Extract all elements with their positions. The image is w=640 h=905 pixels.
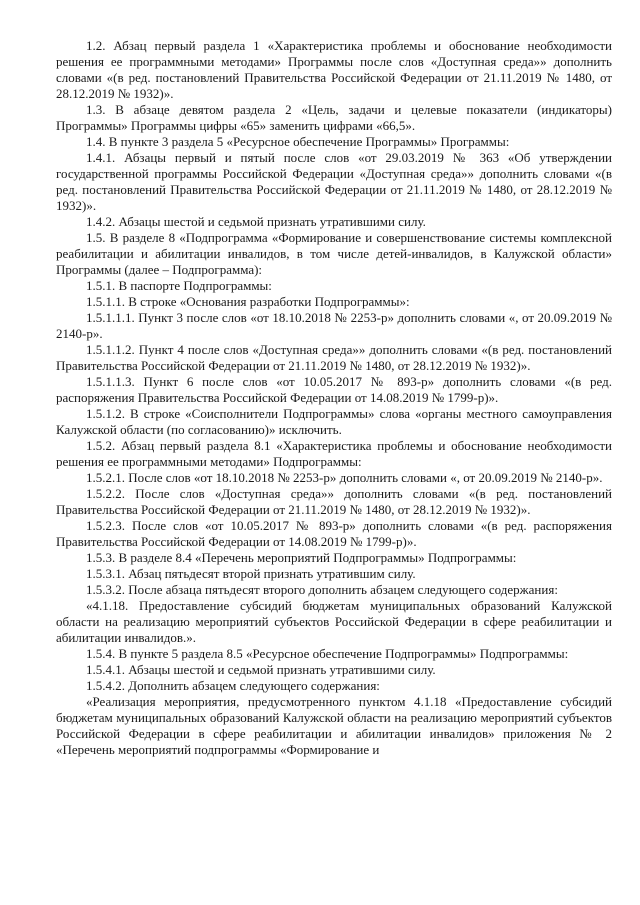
quoted-paragraph-4-1-18: «4.1.18. Предоставление субсидий бюджетам муниципальных образований Калужской области на реализацию мероприятий субъектов Российской Федерации в сфере реабилитации и абилитации инвалидов.». xyxy=(56,598,612,645)
paragraph-1-5-4-2: 1.5.4.2. Дополнить абзацем следующего содержания: xyxy=(86,678,380,693)
paragraph-1-4: 1.4. В пункте 3 раздела 5 «Ресурсное обеспечение Программы» Программы: xyxy=(86,134,510,149)
paragraph-1-4-2: 1.4.2. Абзацы шестой и седьмой признать утратившими силу. xyxy=(86,214,426,229)
paragraph-1-5-3-2: 1.5.3.2. После абзаца пятьдесят второго дополнить абзацем следующего содержания: xyxy=(86,582,558,597)
paragraph-1-5-4: 1.5.4. В пункте 5 раздела 8.5 «Ресурсное обеспечение Подпрограммы» Подпрограммы: xyxy=(86,646,569,661)
paragraph-1-5-1-1-2: 1.5.1.1.2. Пункт 4 после слов «Доступная среда»» дополнить словами «(в ред. постановлений Правительства Российской Федерации от 21.11.2019 № 1480, от 28.12.2019 № 1932)». xyxy=(56,342,612,373)
paragraph-1-5-3: 1.5.3. В разделе 8.4 «Перечень мероприятий Подпрограммы» Подпрограммы: xyxy=(86,550,517,565)
paragraph-1-5-2-3: 1.5.2.3. После слов «от 10.05.2017 № 893-р» дополнить словами «(в ред. распоряжения Правительства Российской Федерации от 14.08.2019 № 1799-р)». xyxy=(56,518,612,549)
quoted-paragraph-realization: «Реализация мероприятия, предусмотренного пунктом 4.1.18 «Предоставление субсидий бюджетам муниципальных образований Калужской области на реализацию мероприятий субъектов Российской Федерации в сфере реабилитации и абилитации инвалидов» приложения № 2 «Перечень мероприятий подпрограммы «Формирование и xyxy=(56,694,612,757)
paragraph-1-5-2-1: 1.5.2.1. После слов «от 18.10.2018 № 2253-р» дополнить словами «, от 20.09.2019 № 2140-р». xyxy=(86,470,603,485)
paragraph-1-5-1: 1.5.1. В паспорте Подпрограммы: xyxy=(86,278,272,293)
paragraph-1-2: 1.2. Абзац первый раздела 1 «Характеристика проблемы и обоснование необходимости решения ее программными методами» Программы после слов «Доступная среда»» дополнить словами «(в ред. постановлений Правительства Российской Федерации от 21.11.2019 № 1480, от 28.12.2019 № 1932)». xyxy=(56,38,612,101)
paragraph-1-5-3-1: 1.5.3.1. Абзац пятьдесят второй признать утратившим силу. xyxy=(86,566,416,581)
paragraph-1-5-2: 1.5.2. Абзац первый раздела 8.1 «Характеристика проблемы и обоснование необходимости решения ее программными методами» Подпрограммы: xyxy=(56,438,612,469)
paragraph-1-4-1: 1.4.1. Абзацы первый и пятый после слов «от 29.03.2019 № 363 «Об утверждении государственной программы Российской Федерации «Доступная среда»» дополнить словами «(в ред. постановлений Правительства Российской Федерации от 21.11.2019 № 1480, от 28.12.2019 № 1932)». xyxy=(56,150,612,213)
paragraph-1-5-1-1-1: 1.5.1.1.1. Пункт 3 после слов «от 18.10.2018 № 2253-р» дополнить словами «, от 20.09.2019 № 2140-р». xyxy=(56,310,612,341)
paragraph-1-5-1-1: 1.5.1.1. В строке «Основания разработки Подпрограммы»: xyxy=(86,294,410,309)
paragraph-1-3: 1.3. В абзаце девятом раздела 2 «Цель, задачи и целевые показатели (индикаторы) Программы» Программы цифры «65» заменить цифрами «66,5». xyxy=(56,102,612,133)
paragraph-1-5-2-2: 1.5.2.2. После слов «Доступная среда»» дополнить словами «(в ред. постановлений Правительства Российской Федерации от 21.11.2019 № 1480, от 28.12.2019 № 1932)». xyxy=(56,486,612,517)
document-page xyxy=(56,38,612,758)
paragraph-1-5-4-1: 1.5.4.1. Абзацы шестой и седьмой признать утратившими силу. xyxy=(86,662,436,677)
paragraph-1-5-1-2: 1.5.1.2. В строке «Соисполнители Подпрограммы» слова «органы местного самоуправления Калужской области (по согласованию)» исключить. xyxy=(56,406,612,437)
paragraph-1-5-1-1-3: 1.5.1.1.3. Пункт 6 после слов «от 10.05.2017 № 893-р» дополнить словами «(в ред. распоряжения Правительства Российской Федерации от 14.08.2019 № 1799-р)». xyxy=(56,374,612,405)
paragraph-1-5: 1.5. В разделе 8 «Подпрограмма «Формирование и совершенствование системы комплексной реабилитации и абилитации инвалидов, в том числе детей-инвалидов, в Калужской области» Программы (далее – Подпрограмма): xyxy=(56,230,612,277)
